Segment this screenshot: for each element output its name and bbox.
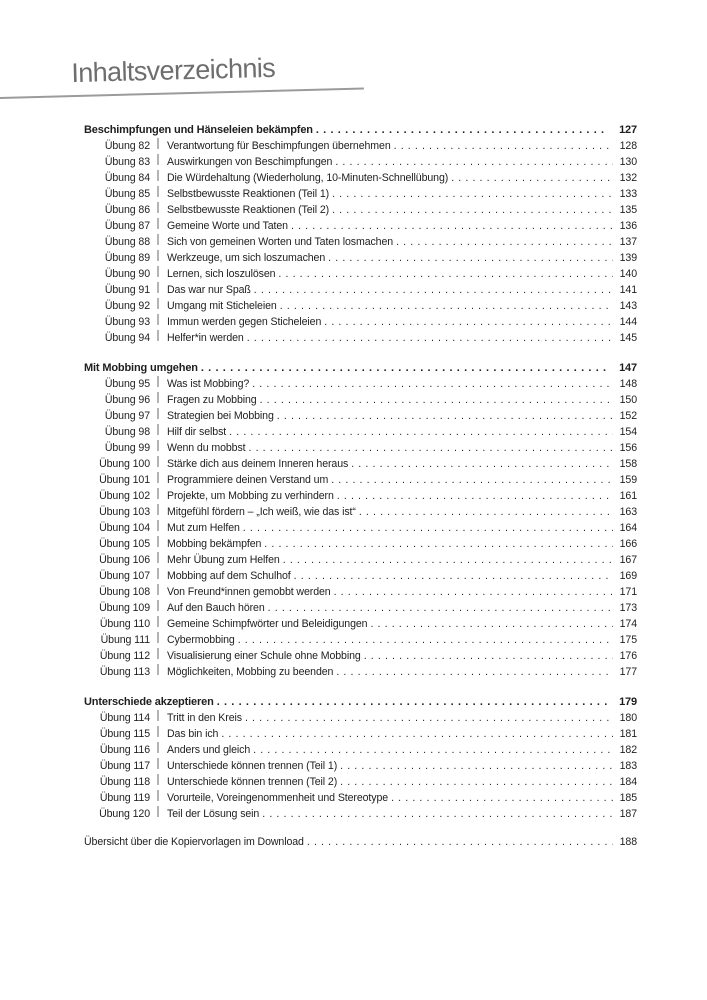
dot-leader <box>364 648 613 664</box>
entry-title: Helfer*in werden <box>167 332 244 344</box>
toc-entry-row <box>84 186 637 202</box>
entry-title: Gemeine Worte und Taten <box>167 220 288 232</box>
exercise-label: Übung 91 <box>104 284 150 296</box>
dot-leader <box>247 330 613 346</box>
exercise-label: Übung 106 <box>99 554 150 566</box>
toc-entry-row <box>84 568 637 584</box>
separator-bar <box>157 330 159 341</box>
exercise-label: Übung 86 <box>104 204 150 216</box>
exercise-label: Übung 87 <box>104 220 150 232</box>
toc-entry-row <box>84 632 637 648</box>
dot-leader <box>307 834 613 850</box>
exercise-label: Übung 115 <box>99 728 150 740</box>
entry-title: Mehr Übung zum Helfen <box>167 554 280 566</box>
toc-entry-row <box>84 202 637 218</box>
toc-entry-row <box>84 314 637 330</box>
dot-leader <box>334 584 613 600</box>
entry-page-number: 140 <box>619 268 637 280</box>
separator-bar <box>157 392 159 403</box>
entry-page-number: 128 <box>619 140 637 152</box>
entry-title: Umgang mit Sticheleien <box>167 300 277 312</box>
exercise-label: Übung 83 <box>104 156 150 168</box>
dot-leader <box>280 298 613 314</box>
section-header-row <box>84 122 637 138</box>
entry-title: Wenn du mobbst <box>167 442 246 454</box>
exercise-label: Übung 101 <box>99 474 150 486</box>
separator-bar <box>157 266 159 277</box>
dot-leader <box>316 122 607 138</box>
entry-page-number: 136 <box>619 220 637 232</box>
exercise-label: Übung 88 <box>104 236 150 248</box>
section-page-number: 127 <box>619 124 637 136</box>
entry-page-number: 133 <box>619 188 637 200</box>
entry-page-number: 185 <box>619 792 637 804</box>
toc-entry-row <box>84 472 637 488</box>
toc-section <box>84 694 637 822</box>
entry-page-number: 173 <box>619 602 637 614</box>
separator-bar <box>157 282 159 293</box>
toc-entry-row <box>84 742 637 758</box>
exercise-label: Übung 103 <box>99 506 150 518</box>
entry-page-number: 175 <box>619 634 637 646</box>
entry-title: Selbstbewusste Reaktionen (Teil 1) <box>167 188 330 200</box>
separator-bar <box>157 408 159 419</box>
dot-leader <box>238 632 613 648</box>
exercise-label: Übung 95 <box>104 378 150 390</box>
exercise-label: Übung 93 <box>104 316 150 328</box>
separator-bar <box>157 298 159 309</box>
separator-bar <box>157 616 159 627</box>
toc-entry-row <box>84 456 637 472</box>
toc-entry-row <box>84 806 637 822</box>
separator-bar <box>157 790 159 801</box>
section-header-row <box>84 360 637 376</box>
entry-page-number: 166 <box>619 538 637 550</box>
exercise-label: Übung 118 <box>99 776 150 788</box>
entry-title: Mitgefühl fördern – „Ich weiß, wie das ist“ <box>167 506 356 518</box>
entry-page-number: 161 <box>619 490 637 502</box>
exercise-label: Übung 96 <box>104 394 150 406</box>
exercise-label: Übung 119 <box>99 792 150 804</box>
toc-entry-row <box>84 710 637 726</box>
entry-page-number: 144 <box>619 316 637 328</box>
separator-bar <box>157 250 159 261</box>
entry-title: Unterschiede können trennen (Teil 2) <box>167 776 338 788</box>
entry-title: Das bin ich <box>167 728 219 740</box>
entry-title: Mobbing auf dem Schulhof <box>167 570 291 582</box>
entry-page-number: 158 <box>619 458 637 470</box>
entry-title: Strategien bei Mobbing <box>167 410 274 422</box>
separator-bar <box>157 170 159 181</box>
toc-section-entries <box>84 710 637 822</box>
entry-title: Visualisierung einer Schule ohne Mobbing <box>167 650 361 662</box>
exercise-label: Übung 99 <box>104 442 150 454</box>
toc-entry-row <box>84 170 637 186</box>
separator-bar <box>157 202 159 213</box>
dot-leader <box>249 440 614 456</box>
dot-leader <box>291 218 613 234</box>
entry-page-number: 156 <box>619 442 637 454</box>
dot-leader <box>332 186 613 202</box>
entry-title: Immun werden gegen Sticheleien <box>167 316 322 328</box>
dot-leader <box>340 758 613 774</box>
page-title-block <box>0 50 364 99</box>
page-title: Inhaltsverzeichnis <box>70 52 276 89</box>
entry-title: Fragen zu Mobbing <box>167 394 257 406</box>
entry-title: Stärke dich aus deinem Inneren heraus <box>167 458 349 470</box>
dot-leader <box>229 424 613 440</box>
separator-bar <box>157 536 159 547</box>
dot-leader <box>332 202 613 218</box>
entry-title: Von Freund*innen gemobbt werden <box>167 586 331 598</box>
entry-title: Vorurteile, Voreingenommenheit und Stereotype <box>167 792 389 804</box>
toc-entry-row <box>84 218 637 234</box>
section-header-row <box>84 694 637 710</box>
separator-bar <box>157 456 159 467</box>
entry-page-number: 177 <box>619 666 637 678</box>
toc-entry-row <box>84 376 637 392</box>
exercise-label: Übung 120 <box>99 808 150 820</box>
dot-leader <box>328 250 613 266</box>
toc-entry-row <box>84 488 637 504</box>
entry-page-number: 184 <box>619 776 637 788</box>
section-title: Unterschiede akzeptieren <box>84 696 214 708</box>
separator-bar <box>157 234 159 245</box>
entry-title: Teil der Lösung sein <box>167 808 260 820</box>
separator-bar <box>157 472 159 483</box>
entry-title: Werkzeuge, um sich loszumachen <box>167 252 326 264</box>
toc-section-entries <box>84 138 637 346</box>
dot-leader <box>391 790 613 806</box>
section-title: Mit Mobbing umgehen <box>84 362 198 374</box>
separator-bar <box>157 314 159 325</box>
dot-leader <box>253 742 613 758</box>
toc-entry-row <box>84 648 637 664</box>
dot-leader <box>340 774 613 790</box>
dot-leader <box>331 472 613 488</box>
toc-entry-row <box>84 758 637 774</box>
entry-page-number: 152 <box>619 410 637 422</box>
exercise-label: Übung 104 <box>99 522 150 534</box>
dot-leader <box>294 568 613 584</box>
dot-leader <box>370 616 613 632</box>
dot-leader <box>243 520 613 536</box>
toc-entry-row <box>84 298 637 314</box>
section-page-number: 179 <box>619 696 637 708</box>
toc-entry-row <box>84 250 637 266</box>
toc-entry-row <box>84 536 637 552</box>
toc-entry-row <box>84 138 637 154</box>
toc-entry-row <box>84 234 637 250</box>
entry-page-number: 171 <box>619 586 637 598</box>
exercise-label: Übung 111 <box>100 634 150 646</box>
entry-title: Möglichkeiten, Mobbing zu beenden <box>167 666 334 678</box>
dot-leader <box>336 664 613 680</box>
exercise-label: Übung 102 <box>99 490 150 502</box>
entry-page-number: 130 <box>619 156 637 168</box>
entry-title: Das war nur Spaß <box>167 284 251 296</box>
entry-page-number: 154 <box>619 426 637 438</box>
toc-entry-row <box>84 504 637 520</box>
entry-title: Was ist Mobbing? <box>167 378 250 390</box>
entry-title: Unterschiede können trennen (Teil 1) <box>167 760 338 772</box>
dot-leader <box>221 726 613 742</box>
entry-title: Tritt in den Kreis <box>167 712 242 724</box>
separator-bar <box>157 218 159 229</box>
entry-title: Verantwortung für Beschimpfungen übernehmen <box>167 140 391 152</box>
entry-title: Programmiere deinen Verstand um <box>167 474 329 486</box>
dot-leader <box>351 456 613 472</box>
exercise-label: Übung 90 <box>104 268 150 280</box>
entry-title: Cybermobbing <box>167 634 235 646</box>
dot-leader <box>252 376 613 392</box>
entry-title: Auswirkungen von Beschimpfungen <box>167 156 333 168</box>
entry-title: Auf den Bauch hören <box>167 602 265 614</box>
toc-section <box>84 360 637 680</box>
separator-bar <box>157 138 159 149</box>
separator-bar <box>157 664 159 675</box>
entry-page-number: 174 <box>619 618 637 630</box>
separator-bar <box>157 568 159 579</box>
dot-leader <box>451 170 613 186</box>
exercise-label: Übung 98 <box>104 426 150 438</box>
entry-page-number: 141 <box>619 284 637 296</box>
entry-page-number: 143 <box>619 300 637 312</box>
entry-page-number: 159 <box>619 474 637 486</box>
toc-entry-row <box>84 392 637 408</box>
separator-bar <box>157 758 159 769</box>
entry-title: Projekte, um Mobbing zu verhindern <box>167 490 334 502</box>
dot-leader <box>278 266 613 282</box>
separator-bar <box>157 440 159 451</box>
exercise-label: Übung 85 <box>104 188 150 200</box>
entry-page-number: 145 <box>619 332 637 344</box>
separator-bar <box>157 584 159 595</box>
toc-entry-row <box>84 664 637 680</box>
exercise-label: Übung 117 <box>99 760 150 772</box>
dot-leader <box>245 710 613 726</box>
separator-bar <box>157 648 159 659</box>
toc-entry-row <box>84 726 637 742</box>
entry-title: Gemeine Schimpfwörter und Beleidigungen <box>167 618 368 630</box>
dot-leader <box>396 234 613 250</box>
entry-page-number: 169 <box>619 570 637 582</box>
toc-section-entries <box>84 376 637 680</box>
toc-list <box>84 122 637 850</box>
dot-leader <box>268 600 613 616</box>
entry-page-number: 137 <box>619 236 637 248</box>
entry-page-number: 139 <box>619 252 637 264</box>
dot-leader <box>277 408 613 424</box>
separator-bar <box>157 504 159 515</box>
toc-entry-row <box>84 330 637 346</box>
separator-bar <box>157 710 159 721</box>
dot-leader <box>262 806 613 822</box>
toc-entry-row <box>84 408 637 424</box>
footer-entry-page-number: 188 <box>619 836 637 848</box>
entry-page-number: 135 <box>619 204 637 216</box>
entry-title: Sich von gemeinen Worten und Taten losmachen <box>167 236 394 248</box>
exercise-label: Übung 100 <box>99 458 150 470</box>
separator-bar <box>157 726 159 737</box>
dot-leader <box>359 504 613 520</box>
entry-page-number: 187 <box>619 808 637 820</box>
toc-entry-row <box>84 584 637 600</box>
entry-page-number: 164 <box>619 522 637 534</box>
entry-page-number: 163 <box>619 506 637 518</box>
dot-leader <box>260 392 613 408</box>
separator-bar <box>157 520 159 531</box>
dot-leader <box>394 138 613 154</box>
separator-bar <box>157 154 159 165</box>
section-page-number: 147 <box>619 362 637 374</box>
entry-page-number: 132 <box>619 172 637 184</box>
entry-title: Selbstbewusste Reaktionen (Teil 2) <box>167 204 330 216</box>
dot-leader <box>264 536 613 552</box>
section-title: Beschimpfungen und Hänseleien bekämpfen <box>84 124 313 136</box>
separator-bar <box>157 424 159 435</box>
dot-leader <box>217 694 607 710</box>
entry-page-number: 181 <box>619 728 637 740</box>
exercise-label: Übung 107 <box>99 570 150 582</box>
dot-leader <box>335 154 613 170</box>
entry-title: Lernen, sich loszulösen <box>167 268 276 280</box>
toc-entry-row <box>84 790 637 806</box>
exercise-label: Übung 97 <box>104 410 150 422</box>
entry-title: Die Würdehaltung (Wiederholung, 10-Minuten-Schnellübung) <box>167 172 449 184</box>
dot-leader <box>201 360 607 376</box>
footer-entry-title: Übersicht über die Kopiervorlagen im Download <box>84 836 304 848</box>
toc-entry-row <box>84 282 637 298</box>
dot-leader <box>324 314 613 330</box>
dot-leader <box>337 488 613 504</box>
toc-entry-row <box>84 600 637 616</box>
toc-entry-row <box>84 266 637 282</box>
entry-title: Mobbing bekämpfen <box>167 538 262 550</box>
separator-bar <box>157 742 159 753</box>
separator-bar <box>157 552 159 563</box>
toc-entry-row <box>84 774 637 790</box>
toc-entry-row <box>84 440 637 456</box>
entry-page-number: 167 <box>619 554 637 566</box>
separator-bar <box>157 806 159 817</box>
exercise-label: Übung 113 <box>99 666 150 678</box>
entry-title: Anders und gleich <box>167 744 251 756</box>
exercise-label: Übung 110 <box>99 618 150 630</box>
exercise-label: Übung 105 <box>99 538 150 550</box>
toc-entry-row <box>84 424 637 440</box>
entry-page-number: 150 <box>619 394 637 406</box>
entry-page-number: 180 <box>619 712 637 724</box>
entry-title: Hilf dir selbst <box>167 426 227 438</box>
toc-entry-row <box>84 520 637 536</box>
separator-bar <box>157 488 159 499</box>
dot-leader <box>254 282 613 298</box>
exercise-label: Übung 84 <box>104 172 150 184</box>
separator-bar <box>157 186 159 197</box>
toc-entry-row <box>84 552 637 568</box>
separator-bar <box>157 376 159 387</box>
toc-footer-row <box>84 834 637 850</box>
separator-bar <box>157 774 159 785</box>
exercise-label: Übung 82 <box>104 140 150 152</box>
exercise-label: Übung 89 <box>104 252 150 264</box>
entry-title: Mut zum Helfen <box>167 522 240 534</box>
entry-page-number: 148 <box>619 378 637 390</box>
exercise-label: Übung 92 <box>104 300 150 312</box>
toc-entry-row <box>84 154 637 170</box>
exercise-label: Übung 116 <box>99 744 150 756</box>
toc-section <box>84 122 637 346</box>
exercise-label: Übung 108 <box>99 586 150 598</box>
exercise-label: Übung 94 <box>104 332 150 344</box>
title-underline <box>0 87 364 99</box>
exercise-label: Übung 114 <box>99 712 150 724</box>
exercise-label: Übung 112 <box>99 650 150 662</box>
separator-bar <box>157 600 159 611</box>
entry-page-number: 176 <box>619 650 637 662</box>
separator-bar <box>157 632 159 643</box>
exercise-label: Übung 109 <box>99 602 150 614</box>
dot-leader <box>283 552 613 568</box>
entry-page-number: 182 <box>619 744 637 756</box>
toc-entry-row <box>84 616 637 632</box>
entry-page-number: 183 <box>619 760 637 772</box>
